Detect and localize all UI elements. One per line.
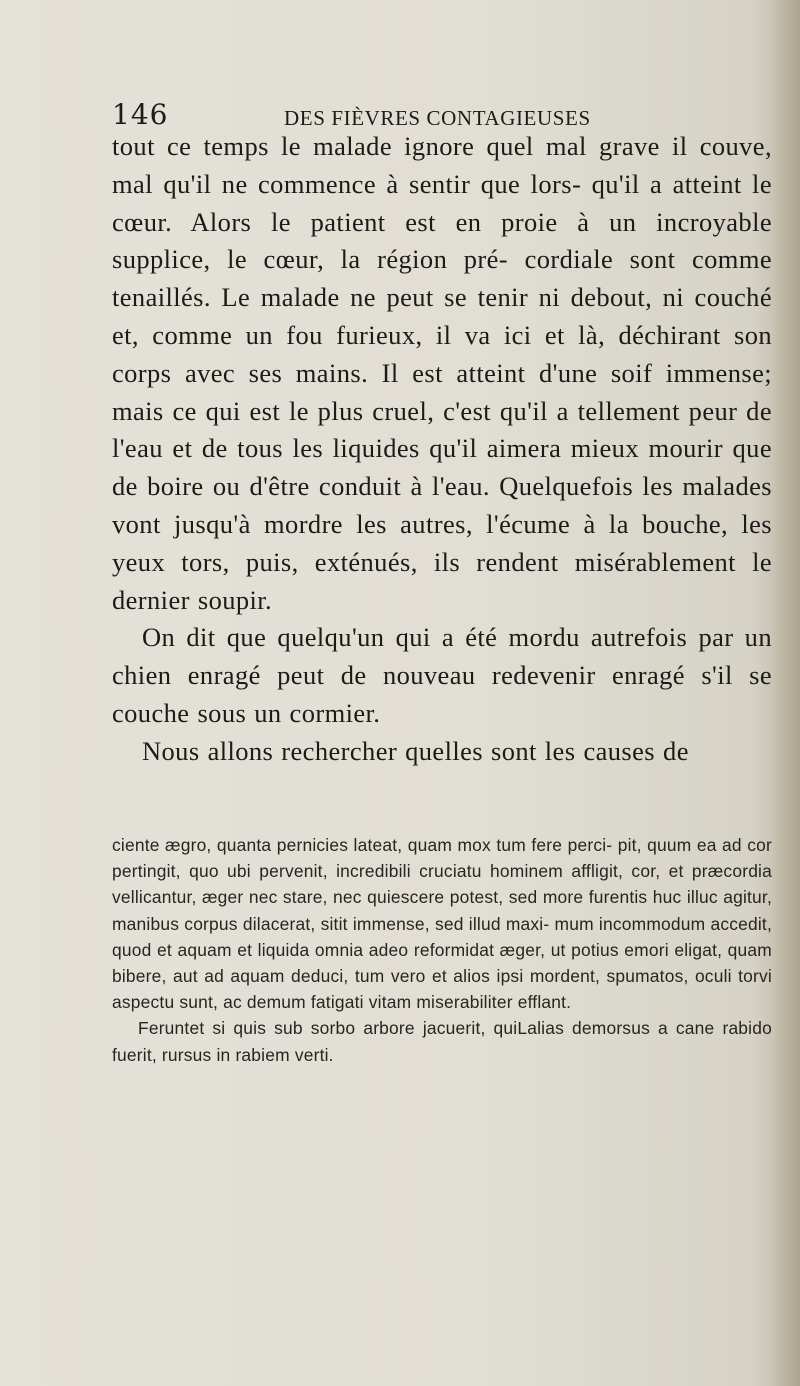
latin-paragraph-1: ciente ægro, quanta pernicies lateat, quam mox tum fere perci- pit, quum ea ad cor pertingit, quo ubi pervenit, incredibili cruciatu hominem affligit, cor, et præcordia vellicantur, æger nec stare, nec quiescere potest, sed more furentis huc illuc agitur, manibus corpus dilacerat, sitit immense, sed illud maxi- mum incommodum accedit, quod et aquam et liquida omnia adeo reformidat æger, ut potius emori eligat, quam bibere, aut ad aquam deduci, tum vero et alios ipsi mordent, spumatos, oculi torvi aspectu sunt, ac demum fatigati vitam miserabiliter efflant. (112, 835, 772, 1013)
french-text-block (112, 128, 772, 771)
running-head: DES FIÈVRES CONTAGIEUSES (284, 106, 591, 130)
latin-paragraph-2: Feruntet si quis sub sorbo arbore jacuerit, quiLalias demorsus a cane rabido fuerit, rursus in rabiem verti. (112, 1018, 772, 1065)
french-paragraph-3: Nous allons rechercher quelles sont les causes de (142, 735, 689, 766)
page-number: 146 (112, 98, 169, 131)
french-paragraph-1: tout ce temps le malade ignore quel mal grave il couve, mal qu'il ne commence à sentir que lors- qu'il a atteint le cœur. Alors le patient est en proie à un incroyable supplice, le cœur, la région pré- cordiale sont comme tenaillés. Le malade ne peut se tenir ni debout, ni couché et, comme un fou furieux, il va ici et là, déchirant son corps avec ses mains. Il est atteint d'une soif immense; mais ce qui est le plus cruel, c'est qu'il a tellement peur de l'eau et de tous les liquides qu'il aimera mieux mourir que de boire ou d'être conduit à l'eau. Quelquefois les malades vont jusqu'à mordre les autres, l'écume à la bouche, les yeux tors, puis, exténués, ils rendent misérablement le dernier soupir. (112, 131, 772, 615)
page-edge-shadow (772, 0, 800, 1386)
latin-footnote-block (112, 832, 772, 1068)
french-paragraph-2: On dit que quelqu'un qui a été mordu autrefois par un chien enragé peut de nouveau redevenir enragé s'il se couche sous un cormier. (112, 622, 772, 728)
